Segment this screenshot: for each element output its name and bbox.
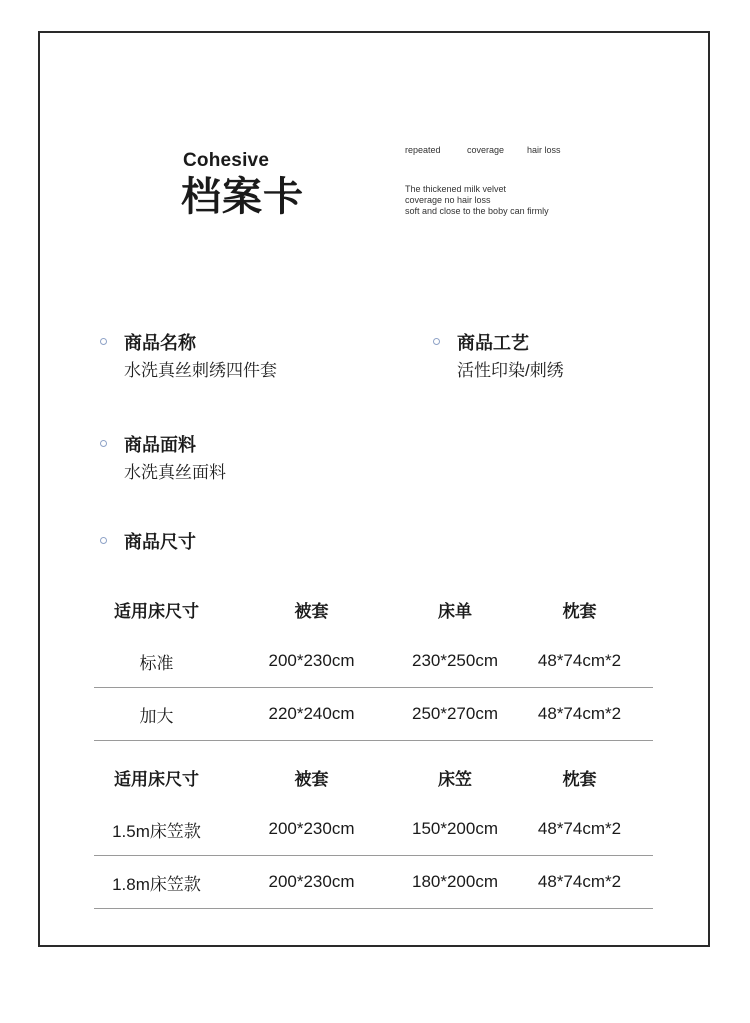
table-cell: 48*74cm*2 (537, 872, 622, 891)
product-craft-label: 商品工艺 (457, 333, 529, 353)
product-fabric-section (124, 434, 226, 484)
header-cell: 适用床尺寸 (114, 601, 199, 621)
table-cell: 250*270cm (411, 704, 498, 723)
bullet-circle-icon (433, 338, 440, 345)
feature-tag: hair loss (527, 145, 561, 155)
feature-description (405, 184, 549, 217)
header-cell: 床单 (438, 601, 472, 621)
table-cell: 220*240cm (268, 704, 355, 723)
table-cell: 48*74cm*2 (537, 704, 622, 723)
size-table-fitted (94, 751, 653, 909)
feature-tags (405, 145, 561, 155)
header-cell: 床笠 (438, 769, 472, 789)
table-row (94, 856, 653, 909)
table-cell: 200*230cm (268, 651, 355, 670)
table-cell: 48*74cm*2 (537, 651, 622, 670)
page-title: 档案卡 (181, 175, 304, 219)
feature-tag: coverage (467, 145, 505, 155)
product-name-label: 商品名称 (124, 333, 196, 353)
product-name-value: 水洗真丝刺绣四件套 (124, 361, 277, 380)
description-line: The thickened milk velvet (405, 184, 507, 194)
product-size-label: 商品尺寸 (124, 532, 196, 552)
table-cell: 1.8m床笠款 (112, 874, 201, 894)
header-cell: 被套 (294, 769, 329, 789)
product-fabric-label: 商品面料 (124, 435, 196, 455)
table-header-row (94, 751, 653, 803)
table-cell: 标准 (139, 653, 174, 673)
description-line: coverage no hair loss (405, 195, 491, 205)
product-size-section (124, 531, 196, 553)
table-row (94, 803, 653, 856)
table-header-row (94, 583, 653, 635)
table-cell: 加大 (139, 706, 174, 726)
feature-tag: repeated (405, 145, 441, 155)
description-line: soft and close to the boby can firmly (405, 206, 549, 216)
product-craft-section (457, 332, 564, 382)
bullet-circle-icon (100, 440, 107, 447)
brand-name: Cohesive (183, 150, 270, 171)
bullet-circle-icon (100, 537, 107, 544)
table-cell: 1.5m床笠款 (112, 821, 201, 841)
table-cell: 180*200cm (411, 872, 498, 891)
size-table-standard (94, 583, 653, 741)
table-cell: 150*200cm (411, 819, 498, 838)
product-name-section (124, 332, 277, 382)
product-craft-value: 活性印染/刺绣 (457, 361, 564, 380)
table-cell: 200*230cm (268, 872, 355, 891)
table-cell: 48*74cm*2 (537, 819, 622, 838)
product-fabric-value: 水洗真丝面料 (124, 463, 226, 482)
table-cell: 200*230cm (268, 819, 355, 838)
bullet-circle-icon (100, 338, 107, 345)
table-row (94, 688, 653, 741)
table-cell: 230*250cm (411, 651, 498, 670)
header-cell: 适用床尺寸 (114, 769, 199, 789)
header-cell: 枕套 (562, 769, 597, 789)
table-row (94, 635, 653, 688)
header-cell: 枕套 (562, 601, 597, 621)
header-cell: 被套 (294, 601, 329, 621)
